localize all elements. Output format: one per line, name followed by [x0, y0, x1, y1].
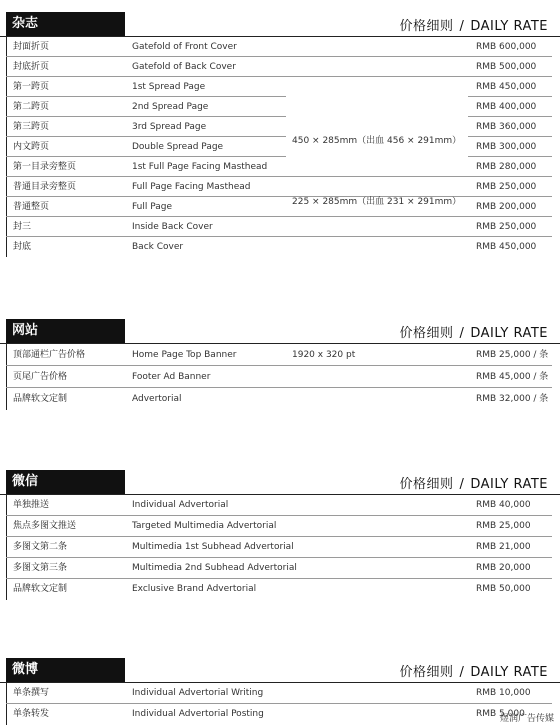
- table-row: 普通整页 Full Page RMB 200,000: [0, 197, 560, 217]
- table-row: 内文跨页 Double Spread Page RMB 300,000: [0, 137, 560, 157]
- watermark-text: 煜润广告传媒: [499, 714, 554, 724]
- website-section: [0, 319, 560, 410]
- magazine-header: [0, 12, 560, 37]
- daily-rate-label: 价格细则 / DAILY RATE: [399, 665, 548, 680]
- spread-size: 450 × 285mm（出血 456 × 291mm）: [292, 136, 462, 146]
- full-page-size: 225 × 285mm（出血 231 × 291mm）: [292, 197, 462, 207]
- wechat-title: 微信: [6, 470, 125, 494]
- table-row: 多图文第二条 Multimedia 1st Subhead Advertorial RMB 21,000: [0, 537, 560, 558]
- table-row: 单独推送 Individual Advertorial RMB 40,000: [0, 495, 560, 516]
- wechat-table: [0, 495, 560, 600]
- table-row: 第一目录旁整页 1st Full Page Facing Masthead RMB 280,000: [0, 157, 560, 177]
- magazine-table: [0, 37, 560, 257]
- table-row: 封面折页 Gatefold of Front Cover RMB 600,000: [0, 37, 560, 57]
- table-row: 焦点多图文推送 Targeted Multimedia Advertorial RMB 25,000: [0, 516, 560, 537]
- table-row: 第三跨页 3rd Spread Page RMB 360,000: [0, 117, 560, 137]
- table-row: 品牌软文定制 Exclusive Brand Advertorial RMB 50,000: [13, 584, 531, 594]
- weibo-header: [0, 658, 560, 683]
- weibo-title: 微博: [6, 658, 125, 682]
- table-row: 第二跨页 2nd Spread Page RMB 400,000: [0, 97, 560, 117]
- table-row: 封三 Inside Back Cover RMB 250,000: [0, 217, 560, 237]
- daily-rate-label: 价格细则 / DAILY RATE: [399, 477, 548, 492]
- wechat-section: [0, 470, 560, 600]
- table-row: 封底折页 Gatefold of Back Cover RMB 500,000: [0, 57, 560, 77]
- wechat-header: [0, 470, 560, 495]
- table-row: 封底 Back Cover RMB 450,000: [13, 242, 537, 252]
- table-row: 普通目录旁整页 Full Page Facing Masthead RMB 250,000: [0, 177, 560, 197]
- table-row: 多图文第三条 Multimedia 2nd Subhead Advertorial RMB 20,000: [0, 558, 560, 579]
- weibo-table: [0, 683, 560, 725]
- table-row: 顶部通栏广告价格 Home Page Top Banner 1920 x 320 pt RMB 25,000 / 条: [0, 344, 560, 366]
- website-table: [0, 344, 560, 410]
- table-row: 第一跨页 1st Spread Page RMB 450,000: [0, 77, 560, 97]
- magazine-title: 杂志: [6, 12, 125, 36]
- weibo-section: [0, 658, 560, 725]
- website-title: 网站: [6, 319, 125, 343]
- daily-rate-label: 价格细则 / DAILY RATE: [399, 326, 548, 341]
- table-row: 品牌软文定制 Advertorial RMB 32,000 / 条: [13, 394, 549, 404]
- table-row: 单条转发 Individual Advertorial Posting RMB 5,000: [13, 709, 525, 719]
- merged-cell-divider: [286, 176, 468, 177]
- magazine-section: [0, 12, 560, 257]
- table-row: 页尾广告价格 Footer Ad Banner RMB 45,000 / 条: [0, 366, 560, 388]
- website-header: [0, 319, 560, 344]
- table-row: 单条撰写 Individual Advertorial Writing RMB 10,000: [0, 683, 560, 704]
- daily-rate-label: 价格细则 / DAILY RATE: [399, 19, 548, 34]
